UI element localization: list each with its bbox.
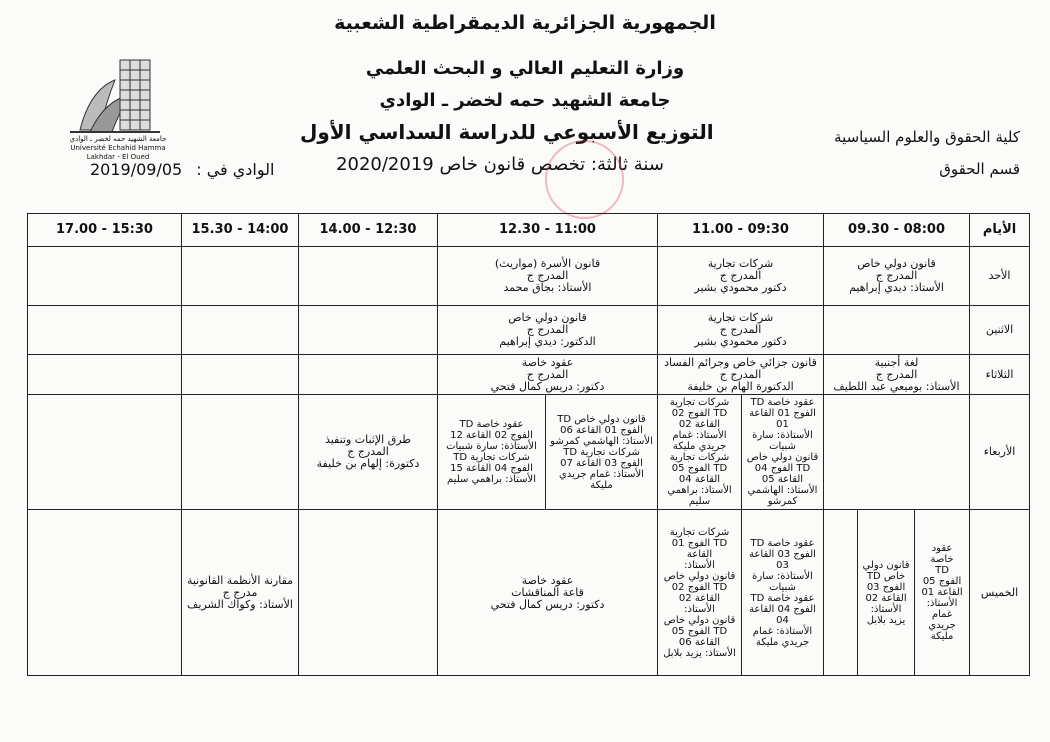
- schedule-cell: [299, 247, 438, 306]
- table-row: [28, 355, 1030, 395]
- ministry-title: وزارة التعليم العالي و البحث العلمي: [365, 58, 685, 79]
- schedule-cell: عقود خاصة المدرج ج دكتور: دريس كمال فتحي: [438, 355, 658, 395]
- schedule-cell: شركات تجارية المدرج ج دكتور محمودي بشير: [658, 247, 824, 306]
- schedule-cell: [824, 306, 970, 355]
- schedule-cell: [299, 306, 438, 355]
- schedule-cell: شركات تجارية المدرج ج دكتور محمودي بشير: [658, 306, 824, 355]
- schedule-cell: [28, 395, 182, 510]
- schedule-cell: قانون الأسرة (مواريث) المدرج ج الأستاذ: بجاق محمد: [438, 247, 658, 306]
- col-slot-6: 15:30 - 17.00: [28, 214, 182, 247]
- schedule-cell: قانون دولي خاص المدرج ج الدكتور: ديدي إبراهيم: [438, 306, 658, 355]
- schedule-cell: شركات تجارية TD الفوج 01 القاعة الأستاذ: قانون دولي خاص TD الفوج 02 القاعة 02 الأستاذ: قانون دولي خاص TD الفوج 05 القاعة 06 الأستاذ: يزيد بلابل: [658, 510, 742, 676]
- schedule-cell: [182, 355, 299, 395]
- official-stamp: [545, 140, 624, 219]
- col-days: الأيام: [970, 214, 1030, 247]
- faculty-label: كلية الحقوق والعلوم السياسية: [834, 128, 1020, 146]
- schedule-cell: قانون دولي خاص المدرج ج الأستاذ: ديدي إبراهيم: [824, 247, 970, 306]
- schedule-cell: [824, 510, 858, 676]
- schedule-cell: قانون دولي خاص TD الفوج 03 القاعة 02 الأستاذ: يزيد بلابل: [858, 510, 915, 676]
- schedule-cell: مقارنة الأنظمة القانونية مدرج ج الأستاذ: وكواك الشريف: [182, 510, 299, 676]
- schedule-cell: شركات تجارية TD الفوج 02 القاعة 02 الأستاذ: غمام جريدي مليكة شركات تجارية TD الفوج 05 القاعة 04 الأستاذ: براهمي سليم: [658, 395, 742, 510]
- day-cell: الأربعاء: [970, 395, 1030, 510]
- schedule-cell: عقود خاصة TD الفوج 03 القاعة 03 الأستاذة: سارة شبيات عقود خاصة TD الفوج 04 القاعة 04 الأستاذة: غمام جريدي مليكة: [742, 510, 824, 676]
- table-row: [28, 510, 1030, 676]
- table-row: [28, 395, 1030, 510]
- date-value: 2019/09/05: [90, 160, 183, 179]
- day-cell: الثلاثاء: [970, 355, 1030, 395]
- schedule-cell: قانون دولي خاص TD الفوج 01 القاعة 06 الأستاذ: الهاشمي كمرشو شركات تجارية TD الفوج 03 القاعة 07 الأستاذ: غمام جريدي مليكة: [546, 395, 658, 510]
- page-subtitle: سنة ثالثة: تخصص قانون خاص 2020/2019: [336, 154, 664, 175]
- schedule-cell: [182, 395, 299, 510]
- date-line: [90, 160, 274, 179]
- schedule-cell: [28, 355, 182, 395]
- schedule-cell: [824, 395, 970, 510]
- day-cell: الاثنين: [970, 306, 1030, 355]
- schedule-cell: عقود خاصة TD الفوج 02 القاعة 12 الأستاذة: سارة شبيات شركات تجارية TD الفوج 04 القاعة 15 الأستاذ: براهمي سليم: [438, 395, 546, 510]
- schedule-cell: عقود خاصة TD الفوج 05 القاعة 01 الأستاذ: غمام جريدي مليكة: [915, 510, 970, 676]
- schedule-cell: [28, 247, 182, 306]
- schedule-cell: [28, 306, 182, 355]
- republic-title: الجمهورية الجزائرية الديمقراطية الشعبية: [334, 12, 716, 34]
- schedule-cell: لغة أجنبية المدرج ج الأستاذ: بوميعي عبد اللطيف: [824, 355, 970, 395]
- col-slot-5: 14:00 - 15.30: [182, 214, 299, 247]
- schedule-cell: [28, 510, 182, 676]
- schedule-cell: [299, 510, 438, 676]
- schedule-cell: [299, 355, 438, 395]
- schedule-table: [27, 213, 1030, 676]
- col-slot-4: 12:30 - 14.00: [299, 214, 438, 247]
- schedule-cell: [182, 247, 299, 306]
- logo-caption: جامعة الشهيد حمه لخضر ـ الوادي Université Echahid Hamma Lakhdar - El Oued: [69, 135, 167, 161]
- table-row: [28, 306, 1030, 355]
- table-row: [28, 247, 1030, 306]
- day-cell: الخميس: [970, 510, 1030, 676]
- col-slot-3: 11:00 - 12.30: [438, 214, 658, 247]
- col-slot-1: 08:00 - 09.30: [824, 214, 970, 247]
- schedule-cell: [182, 306, 299, 355]
- page-title: التوزيع الأسبوعي للدراسة السداسي الأول: [300, 120, 714, 144]
- col-slot-2: 09:30 - 11.00: [658, 214, 824, 247]
- header-row: [28, 214, 1030, 247]
- day-cell: الأحد: [970, 247, 1030, 306]
- schedule-cell: عقود خاصة قاعة المناقشات دكتور: دريس كمال فتحي: [438, 510, 658, 676]
- schedule-cell: طرق الإثبات وتنفيذ المدرج ج دكتورة: إلهام بن خليفة: [299, 395, 438, 510]
- date-label: الوادي في :: [196, 160, 275, 179]
- university-title: جامعة الشهيد حمه لخضر ـ الوادي: [379, 90, 671, 111]
- schedule-cell: قانون جزائي خاص وجرائم الفساد المدرج ج الدكتورة الهام بن خليفة: [658, 355, 824, 395]
- department-label: قسم الحقوق: [939, 160, 1020, 178]
- schedule-cell: عقود خاصة TD الفوج 01 القاعة 01 الأستاذة: سارة شبيات قانون دولي خاص TD الفوج 04 القاعة 05 الأستاذ: الهاشمي كمرشو: [742, 395, 824, 510]
